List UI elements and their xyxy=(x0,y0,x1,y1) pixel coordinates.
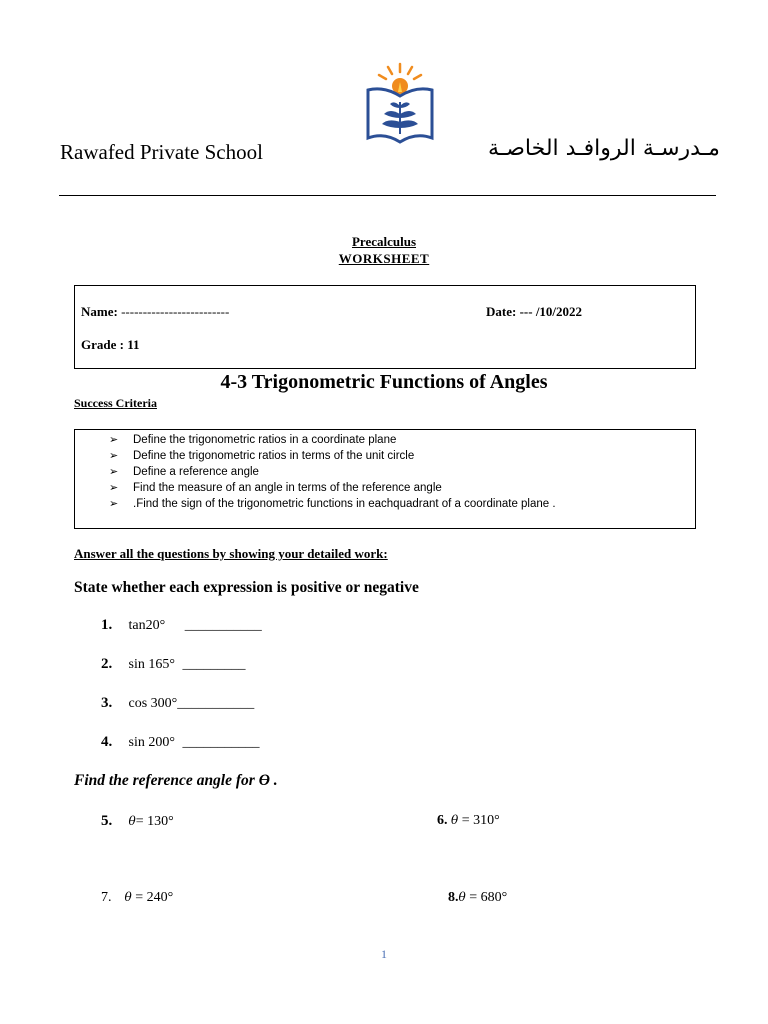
question-equation: = 130° xyxy=(135,814,174,829)
theta-symbol: θ xyxy=(124,890,132,904)
arrow-bullet-icon: ➢ xyxy=(109,498,119,510)
worksheet-label: WORKSHEET xyxy=(338,251,430,266)
arrow-bullet-icon: ➢ xyxy=(109,482,119,494)
answer-blank[interactable]: ___________ xyxy=(177,696,255,711)
name-label: Name: xyxy=(81,304,118,319)
question-equation: = 680° xyxy=(469,890,508,905)
success-criteria-box xyxy=(74,429,696,529)
grade-value: 11 xyxy=(127,337,140,352)
question-expression: sin 200° xyxy=(128,735,175,750)
instructions: Answer all the questions by showing your detailed work: xyxy=(74,546,388,561)
section-heading-reference-angle: Find the reference angle for Ɵ . xyxy=(74,772,278,789)
book-sun-logo-icon xyxy=(364,62,436,146)
date-row xyxy=(486,304,582,320)
question-equation: = 310° xyxy=(461,813,500,828)
success-criteria-label: Success Criteria xyxy=(74,396,157,410)
name-field[interactable]: ------------------------- xyxy=(121,304,230,319)
arrow-bullet-icon: ➢ xyxy=(109,434,119,446)
list-item: ➢ .Find the sign of the trigonometric functions in eachquadrant of a coordinate plane . xyxy=(109,498,556,510)
name-row xyxy=(81,304,229,320)
question-2: 2. sin 165° _________ xyxy=(101,656,246,672)
question-expression: sin 165° xyxy=(128,657,175,672)
answer-blank[interactable]: _________ xyxy=(182,657,246,672)
theta-symbol: θ xyxy=(128,814,136,828)
theta-symbol: θ xyxy=(451,813,459,827)
question-expression: cos 300° xyxy=(128,696,178,711)
student-info-box xyxy=(74,285,696,369)
question-3: 3. cos 300°___________ xyxy=(101,695,255,711)
question-1: 1. tan20° ___________ xyxy=(101,617,262,633)
list-item: ➢ Find the measure of an angle in terms of the reference angle xyxy=(109,482,442,494)
page-number: 1 xyxy=(381,947,387,961)
grade-label: Grade : xyxy=(81,337,124,352)
answer-blank[interactable]: ___________ xyxy=(182,735,260,750)
list-item: ➢ Define the trigonometric ratios in terms of the unit circle xyxy=(109,450,415,462)
lesson-title: 4-3 Trigonometric Functions of Angles xyxy=(220,371,548,393)
date-field[interactable]: --- /10/2022 xyxy=(519,304,583,319)
list-item: ➢ Define the trigonometric ratios in a coordinate plane xyxy=(109,434,397,446)
school-name-arabic: مـدرسـة الروافـد الخاصـة xyxy=(488,136,720,161)
question-expression: tan20° xyxy=(128,618,166,633)
school-logo xyxy=(364,62,436,146)
arrow-bullet-icon: ➢ xyxy=(109,466,119,478)
subject-title: Precalculus xyxy=(351,234,417,249)
question-5: 5. θ= 130° xyxy=(101,813,174,829)
answer-blank[interactable]: ___________ xyxy=(184,618,262,633)
section-heading-sign: State whether each expression is positive or negative xyxy=(74,579,419,596)
question-4: 4. sin 200° ___________ xyxy=(101,734,260,750)
grade-row xyxy=(81,337,140,353)
question-8: 8.θ = 680° xyxy=(448,890,508,905)
school-name-english: Rawafed Private School xyxy=(60,140,263,164)
date-label: Date: xyxy=(486,304,517,319)
header-divider xyxy=(59,195,716,196)
theta-symbol: θ xyxy=(458,890,466,904)
question-7: 7. θ = 240° xyxy=(101,890,174,905)
arrow-bullet-icon: ➢ xyxy=(109,450,119,462)
list-item: ➢ Define a reference angle xyxy=(109,466,259,478)
question-6: 6. θ = 310° xyxy=(437,813,500,828)
criteria-list xyxy=(109,432,556,512)
question-equation: = 240° xyxy=(135,890,174,905)
